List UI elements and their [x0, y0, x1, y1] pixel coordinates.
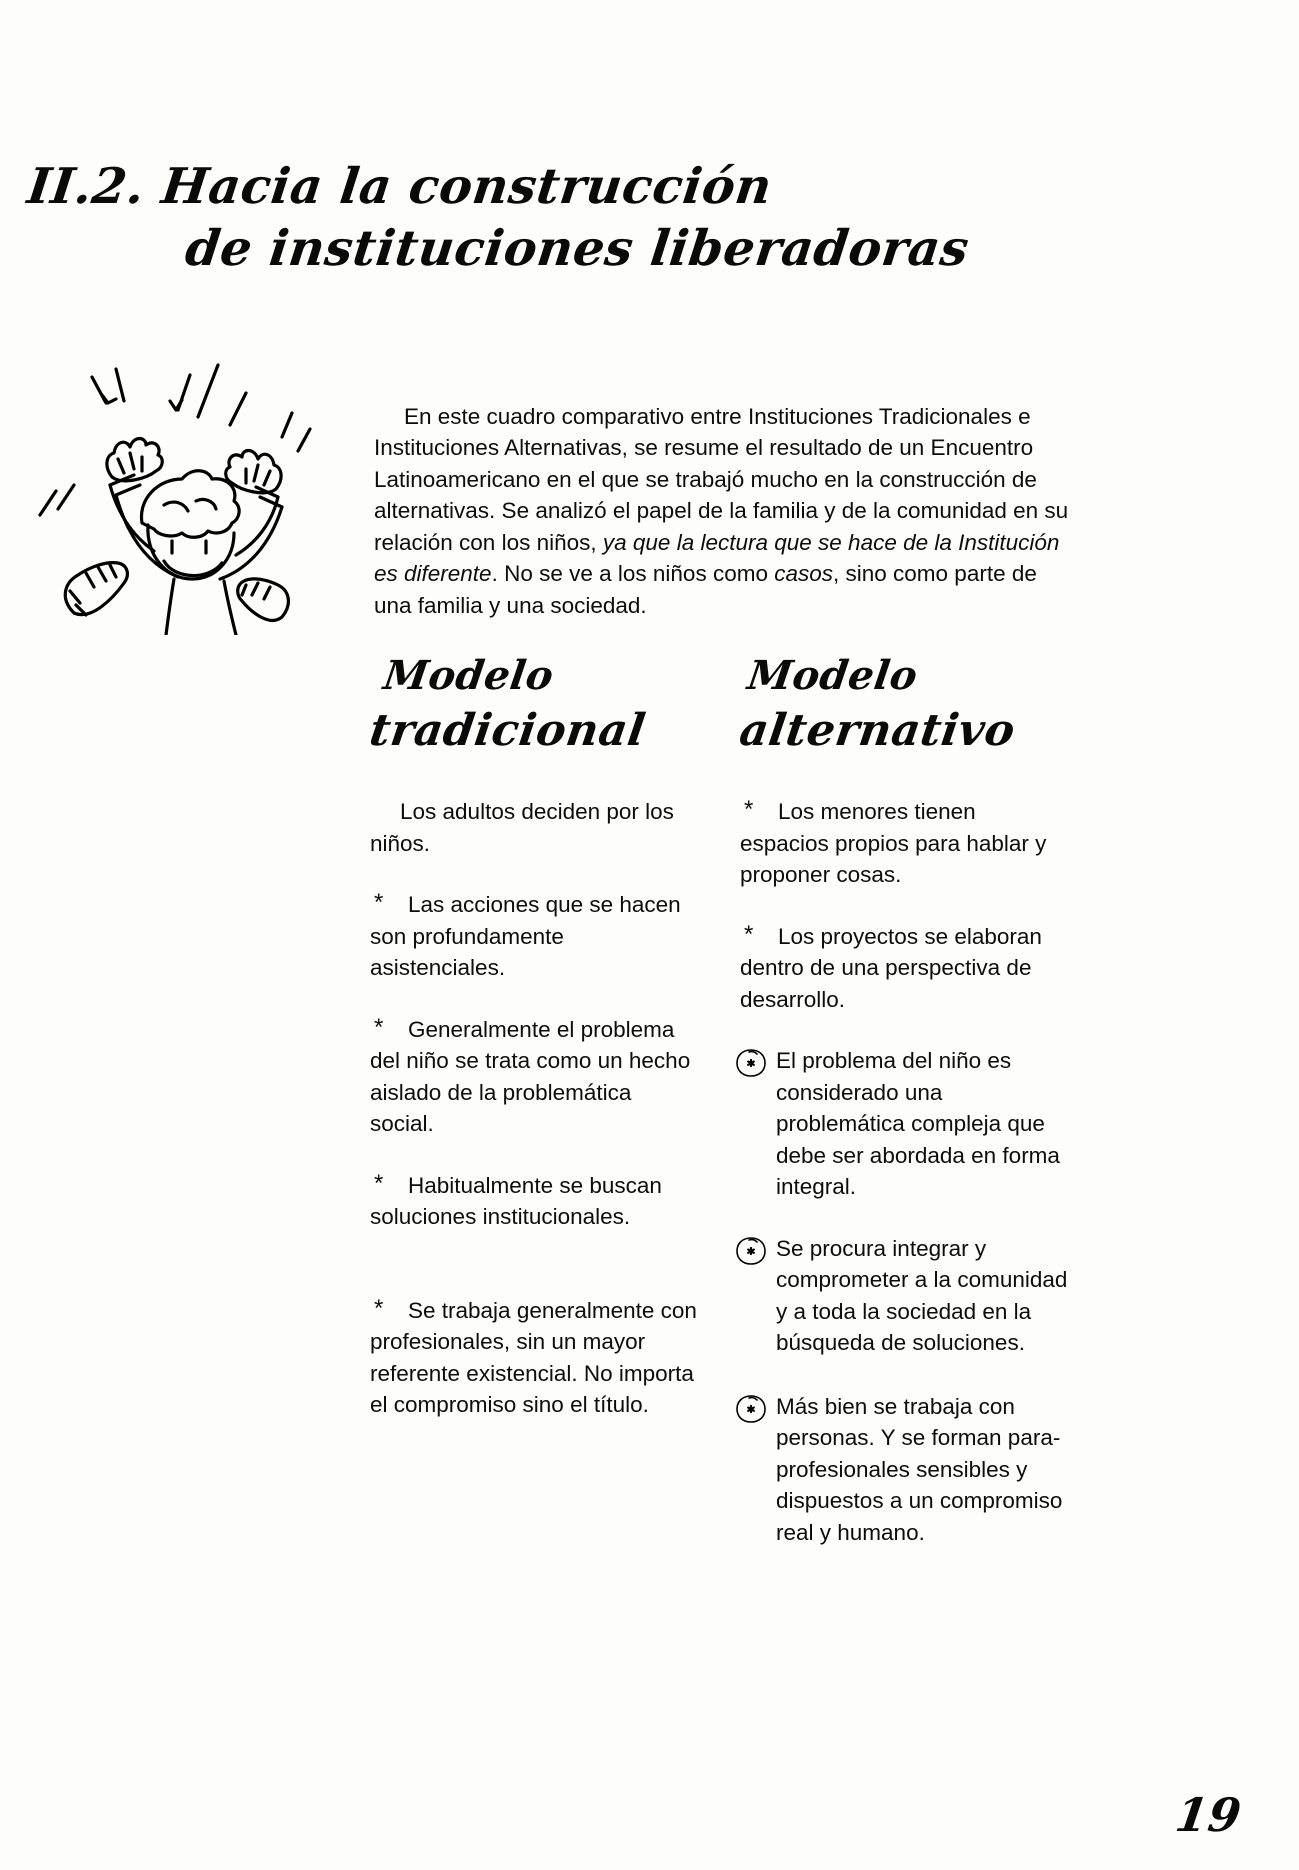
circled-asterisk-icon — [734, 1235, 768, 1267]
asterisk-icon: * — [374, 1013, 384, 1041]
asterisk-icon: * — [374, 889, 384, 916]
column-heading-alternative-line-2: alternativo — [736, 705, 1019, 756]
list-item — [370, 1014, 700, 1140]
column-heading-alternative-line-1: Modelo — [744, 652, 921, 699]
list-item-text: Los proyectos se elaboran dentro de una perspectiva de desarrollo. — [740, 923, 1042, 1012]
list-item — [370, 889, 700, 984]
intro-text-italic2: casos — [774, 561, 833, 586]
list-item — [370, 1295, 700, 1421]
page-title — [24, 155, 1128, 279]
list-item-text: Los menores tienen espacios propios para hablar y proponer cosas. — [740, 799, 1047, 887]
list-item — [740, 1233, 1070, 1359]
comparison-table — [366, 650, 1070, 1578]
column-heading-traditional-line-1: Modelo — [380, 652, 557, 699]
list-item-text: Habitualmente se buscan soluciones institucionales. — [370, 1172, 662, 1229]
list-item — [370, 1170, 700, 1233]
bullet-list-alternative — [740, 796, 1070, 1548]
list-item — [740, 1045, 1070, 1203]
list-item-text: Los adultos deciden por los niños. — [370, 799, 674, 856]
list-item-text: Generalmente el problema del niño se trata como un hecho aislado de la problemática social. — [370, 1016, 691, 1136]
circled-asterisk-icon — [734, 1047, 768, 1079]
asterisk-icon: * — [374, 1294, 384, 1322]
page-title-line-2: de instituciones liberadoras — [182, 219, 973, 277]
list-item-text: El problema del niño es considerado una problemática compleja que debe ser abordada en forma integral. — [776, 1048, 1060, 1199]
list-item — [370, 796, 700, 859]
list-item-text: Más bien se trabaja con personas. Y se forman para-profesionales sensibles y dispuestos a un compromiso real y humano. — [776, 1393, 1063, 1545]
column-heading-traditional — [366, 650, 700, 790]
page-title-line-1: II.2. Hacia la construcción — [24, 157, 776, 215]
child-illustration-icon — [30, 355, 320, 635]
intro-text-part2: . No se ve a los niños como — [491, 561, 775, 586]
bullet-list-traditional — [370, 796, 700, 1421]
column-heading-traditional-line-2: tradicional — [366, 705, 649, 756]
intro-text-italic1: ya que la lectura que se hace de la Institución es diferente — [374, 529, 1060, 586]
list-item-text: Se procura integrar y comprometer a la comunidad y a toda la sociedad en la búsqueda de soluciones. — [776, 1235, 1068, 1355]
intro-paragraph — [374, 401, 1074, 622]
circled-asterisk-icon — [734, 1393, 768, 1425]
asterisk-icon: * — [744, 920, 754, 948]
list-item — [740, 1391, 1070, 1549]
list-item — [740, 796, 1070, 891]
intro-text-part1: En este cuadro comparativo entre Instituciones Tradicionales e Instituciones Alternativas, se resume el resultado de un Encuentro Latinoamericano en el que se trabajó mucho en la construcción de alternativas. Se analizó el papel de la familia y de la comunidad en su relación con los niños, — [374, 403, 1069, 555]
intro-text-part3: , sino como parte de una familia y una sociedad. — [374, 561, 1037, 618]
list-item-text: Las acciones que se hacen son profundamente asistenciales. — [370, 892, 681, 980]
column-alternative-model — [736, 650, 1070, 1578]
column-traditional-model — [366, 650, 700, 1578]
asterisk-icon: * — [744, 796, 754, 823]
asterisk-icon: * — [374, 1169, 384, 1197]
column-heading-alternative — [736, 650, 1070, 790]
list-item-text: Se trabaja generalmente con profesionales, sin un mayor referente existencial. No importa el compromiso sino el título. — [370, 1297, 697, 1417]
list-item — [740, 921, 1070, 1016]
page-number: 19 — [1172, 1788, 1245, 1842]
